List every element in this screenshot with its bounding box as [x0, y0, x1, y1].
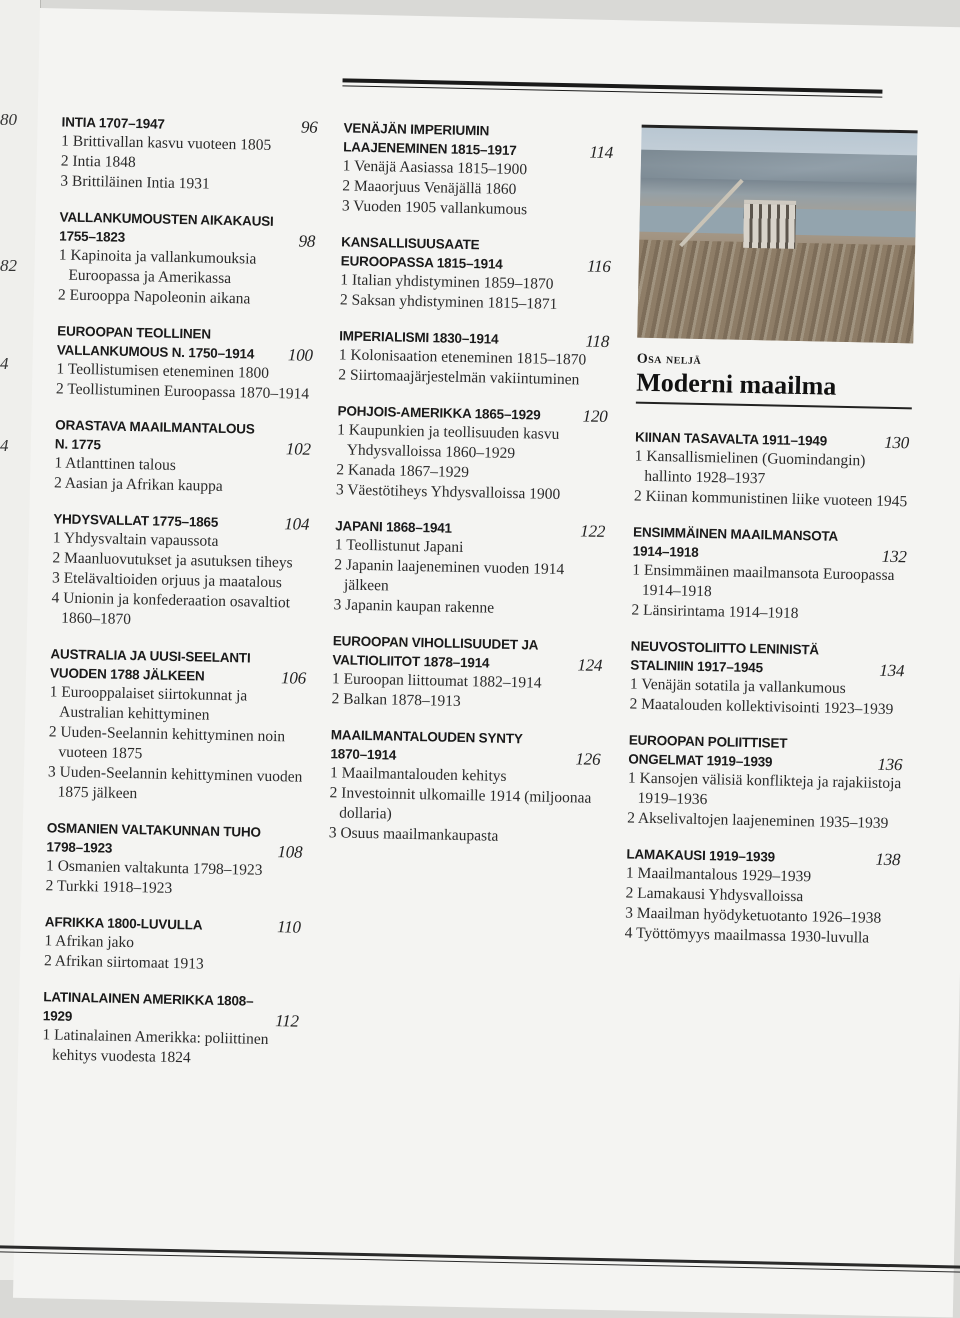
entry-map-item: 1 Afrikan jako: [44, 932, 135, 952]
photo-ruined-building: [743, 200, 796, 249]
contents-entry: [56, 321, 316, 404]
entry-heading: [343, 118, 616, 162]
entry-heading: [633, 523, 910, 567]
entry-page-number: 102: [285, 439, 312, 459]
entry-map-item: 2 Lamakausi Yhdysvalloissa: [625, 884, 804, 906]
section-title: Moderni maailma: [636, 368, 913, 410]
entry-map-item: 3 Väestötiheys Yhdysvalloissa 1900: [335, 481, 561, 503]
contents-entry: [336, 401, 610, 506]
entry-map-item: 2 Balkan 1878–1913: [331, 690, 461, 710]
entry-map-item: 1 Venäjän sotatila ja vallankumous: [629, 675, 846, 698]
entry-map-item: 3 Japanin kaupan rakenne: [333, 596, 495, 617]
contents-entry: [47, 644, 308, 807]
entry-map-item: 1 Euroopan liittoumat 1882–1914: [331, 670, 542, 692]
entry-heading-text: KANSALLISUUSAATE EUROOPASSA 1815–1914: [340, 234, 503, 272]
entry-heading: [630, 637, 907, 681]
entry-heading: [43, 987, 302, 1030]
entry-page-number: 122: [580, 521, 606, 541]
entry-map-item: 3 Vuoden 1905 vallankumous: [341, 197, 528, 219]
entry-page-number: 138: [875, 849, 901, 870]
contents-entry: [634, 428, 912, 513]
entry-heading-text: AFRIKKA 1800-LUVULLA: [44, 914, 203, 933]
entry-map-item: 1 Kansallismielinen (Guomindangin) hallinto 1928–1937: [634, 447, 866, 488]
entry-heading-text: NEUVOSTOLIITTO LENINISTÄ STALINIIN 1917–1945: [630, 638, 820, 676]
entry-heading-text: IMPERIALISMI 1830–1914: [339, 328, 499, 347]
photo-hills: [641, 150, 918, 184]
contents-entry: [333, 516, 607, 621]
entry-heading-text: JAPANI 1868–1941: [335, 518, 452, 536]
entry-page-number: 124: [577, 655, 603, 675]
entry-map-item: 1 Kapinoita ja vallankumouksia Euroopassa ja Amerikassa: [58, 246, 257, 288]
entry-map-item: 1 Kaupunkien ja teollisuuden kasvu Yhdysvalloissa 1860–1929: [337, 421, 560, 463]
entry-page-number: 114: [589, 142, 614, 163]
entry-heading: [50, 644, 309, 687]
entry-page-number: 120: [582, 406, 608, 426]
contents-entry: [51, 509, 311, 633]
entry-heading-text: POHJOIS-AMERIKKA 1865–1929: [337, 403, 541, 423]
entry-heading-text: INTIA 1707–1947: [61, 114, 165, 132]
contents-column-2: [328, 118, 615, 865]
entry-map-item: 2 Aasian ja Afrikan kauppa: [53, 474, 223, 495]
entry-map-item: 1 Venäjä Aasiassa 1815–1900: [342, 157, 528, 179]
section-label: Osa neljä: [636, 351, 702, 368]
entry-map-item: 1 Italian yhdistyminen 1859–1870: [340, 271, 554, 293]
entry-page-number: 98: [298, 231, 316, 251]
entry-heading-text: ORASTAVA MAAILMANTALOUS N. 1775: [54, 417, 255, 453]
entry-map-item: 2 Japanin laajeneminen vuoden 1914 jälkeen: [334, 556, 565, 595]
entry-map-item: 2 Maatalouden kollektivisointi 1923–1939: [629, 695, 894, 719]
entry-heading-text: VALLANKUMOUSTEN AIKAKAUSI 1755–1823: [59, 209, 274, 245]
entry-heading-text: LAMAKAUSI 1919–1939: [626, 846, 776, 865]
entry-page-number: 108: [277, 842, 303, 862]
entry-heading-text: AUSTRALIA JA UUSI-SEELANTI VUODEN 1788 JÄLKEEN: [49, 646, 251, 684]
contents-entry: [627, 730, 905, 834]
entry-heading-text: KIINAN TASAVALTA 1911–1949: [634, 429, 828, 449]
contents-column-3: [624, 125, 917, 966]
left-page-number: 82: [0, 256, 17, 275]
entry-map-item: 2 Teollistuminen Euroopassa 1870–1914: [55, 380, 310, 403]
entry-map-item: 3 Osuus maailmankaupasta: [328, 824, 499, 845]
entry-map-item: 1 Eurooppalaiset siirtokunnat ja Australian kehittyminen: [49, 683, 248, 724]
contents-entry: [44, 912, 303, 976]
entry-map-item: 4 Unionin ja konfederaation osavaltiot 1860–1870: [51, 589, 291, 629]
entry-page-number: 132: [881, 546, 907, 567]
entry-map-item: 1 Teollistumisen eteneminen 1800: [56, 360, 270, 382]
contents-entry: [42, 987, 302, 1070]
entry-heading-text: YHDYSVALLAT 1775–1865: [53, 511, 219, 530]
entry-page-number: 130: [883, 432, 910, 453]
entry-map-item: 1 Maailmantalouden kehitys: [329, 764, 507, 785]
entry-page-number: 106: [280, 668, 307, 688]
entry-map-item: 3 Brittiläinen Intia 1931: [60, 172, 210, 193]
entry-map-item: 2 Maaorjuus Venäjällä 1860: [342, 177, 517, 199]
entry-heading: [330, 725, 603, 769]
entry-heading: [341, 232, 614, 276]
entry-map-item: 3 Maailman hyödyketuotanto 1926–1938: [624, 904, 882, 927]
entry-heading-text: EUROOPAN TEOLLINEN VALLANKUMOUS N. 1750–1914: [56, 323, 255, 362]
entry-map-item: 1 Latinalainen Amerikka: poliittinen kehitys vuodesta 1824: [42, 1026, 269, 1067]
contents-page: [13, 8, 960, 1317]
entry-map-item: 2 Intia 1848: [60, 152, 136, 172]
entry-map-item: 1 Atlanttinen talous: [54, 454, 177, 474]
contents-entry: [625, 844, 903, 949]
contents-column-1: [42, 112, 320, 1086]
entry-map-item: 1 Maailmantalous 1929–1939: [625, 864, 812, 886]
entry-map-item: 2 Siirtomaajärjestelmän vakiintuminen: [338, 366, 580, 389]
entry-heading: [59, 207, 318, 250]
entry-heading-text: OSMANIEN VALTAKUNNAN TUHO 1798–1923: [46, 820, 261, 856]
entry-map-item: 1 Brittivallan kasvu vuoteen 1805: [61, 132, 272, 154]
entry-map-item: 2 Kanada 1867–1929: [336, 461, 470, 482]
entry-page-number: 116: [586, 256, 611, 277]
entry-heading-text: MAAILMANTALOUDEN SYNTY 1870–1914: [330, 727, 523, 763]
bottom-rule: [0, 1245, 960, 1269]
hiroshima-ruins-photo: [637, 125, 917, 344]
entry-heading-text: VENÄJÄN IMPERIUMIN LAAJENEMINEN 1815–1917: [343, 120, 517, 159]
entry-heading-text: ENSIMMÄINEN MAAILMANSOTA 1914–1918: [632, 524, 838, 560]
contents-entry: [331, 631, 605, 715]
left-page-number: 4: [0, 354, 9, 373]
entry-page-number: 134: [879, 660, 905, 681]
contents-entry: [54, 415, 314, 498]
entry-heading: [628, 730, 905, 774]
entry-heading: [55, 415, 314, 458]
entry-map-item: 2 Uuden-Seelannin kehittyminen noin vuoteen 1875: [48, 723, 286, 763]
entry-map-item: 1 Yhdysvaltain vapaussota: [52, 529, 219, 550]
entry-map-item: 2 Länsirintama 1914–1918: [631, 601, 799, 623]
photo-rubble: [637, 240, 915, 344]
contents-entry: [340, 232, 614, 316]
entry-page-number: 110: [276, 917, 302, 937]
entry-map-item: 2 Maanluovutukset ja asutuksen tiheys: [52, 549, 293, 572]
entry-heading-text: EUROOPAN VIHOLLISUUDET JA VALTIOLIITOT 1878–1914: [332, 633, 538, 671]
entry-map-item: 4 Työttömyys maailmassa 1930-luvulla: [624, 924, 870, 947]
section-entries: [625, 428, 912, 950]
entry-page-number: 126: [575, 749, 601, 769]
contents-entry: [58, 207, 318, 310]
entry-page-number: 96: [300, 117, 318, 137]
entry-map-item: 2 Eurooppa Napoleonin aikana: [57, 286, 251, 308]
entry-map-item: 1 Teollistunut Japani: [334, 536, 464, 556]
contents-entry: [329, 725, 603, 849]
contents-entry: [45, 818, 305, 901]
contents-entry: [60, 112, 320, 196]
contents-entry: [629, 637, 907, 721]
entry-map-item: 2 Afrikan siirtomaat 1913: [43, 952, 204, 973]
entry-map-item: 2 Akselivaltojen laajeneminen 1935–1939: [626, 809, 889, 832]
entry-map-item: 2 Investoinnit ulkomaille 1914 (miljoonaa dollaria): [329, 784, 592, 823]
entry-map-item: 3 Etelävaltioiden orjuus ja maatalous: [51, 569, 283, 592]
contents-entry: [342, 118, 616, 222]
entry-heading: [57, 321, 316, 364]
entry-page-number: 118: [585, 331, 610, 351]
entry-map-item: 1 Osmanien valtakunta 1798–1923: [45, 857, 263, 879]
entry-map-item: 2 Saksan yhdistyminen 1815–1871: [339, 291, 558, 313]
contents-entry: [631, 523, 909, 627]
entry-map-item: 1 Ensimmäinen maailmansota Euroopassa 1914–1918: [632, 561, 895, 601]
entry-heading: [46, 818, 305, 861]
contents-entry: [338, 326, 611, 391]
entry-page-number: 100: [287, 345, 313, 365]
entry-map-item: 2 Turkki 1918–1923: [45, 877, 173, 897]
left-page-number: 4: [0, 436, 9, 455]
entry-map-item: 2 Kiinan kommunistinen liike vuoteen 1945: [633, 487, 908, 511]
entry-page-number: 104: [284, 514, 310, 534]
entry-map-item: 3 Uuden-Seelannin kehittyminen vuoden 1875 jälkeen: [47, 763, 303, 803]
entry-map-item: 1 Kolonisaation eteneminen 1815–1870: [338, 346, 587, 369]
entry-heading-text: LATINALAINEN AMERIKKA 1808–1929: [42, 989, 254, 1024]
left-page-number: 80: [0, 110, 17, 129]
entry-heading: [332, 631, 605, 675]
entry-map-item: 1 Kansojen välisiä konflikteja ja rajakiistoja 1919–1936: [627, 769, 902, 809]
entry-page-number: 136: [877, 754, 903, 775]
entry-heading-text: EUROOPAN POLIITTISET ONGELMAT 1919–1939: [628, 732, 788, 770]
entry-page-number: 112: [275, 1011, 300, 1031]
